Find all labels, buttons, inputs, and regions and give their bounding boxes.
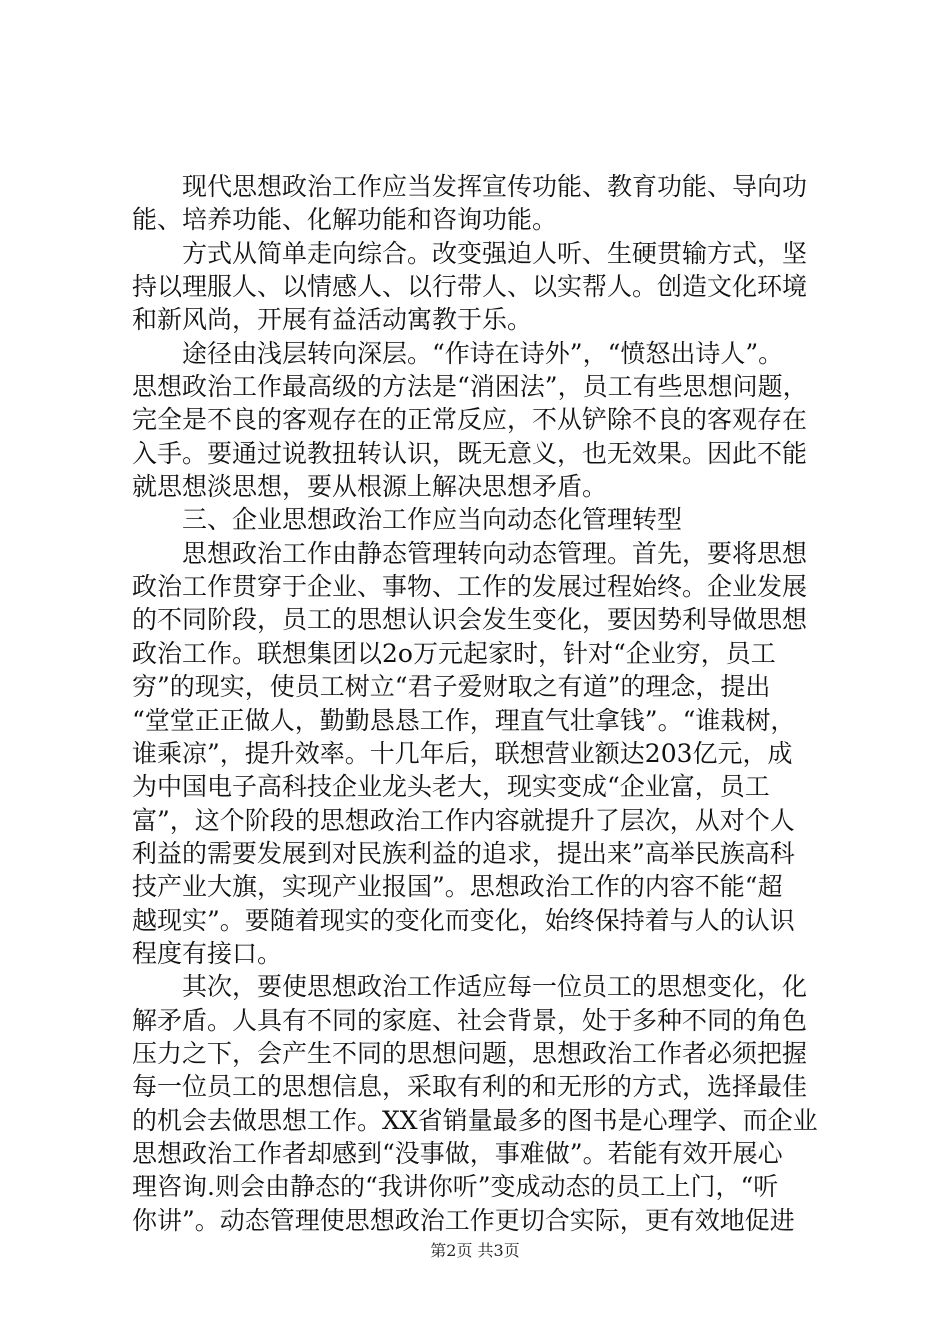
text-line: 方式从简单走向综合。改变强迫人听、生硬贯输方式，坚 [182, 238, 808, 268]
text-line: 思想政治工作最高级的方法是“消困法”，员工有些思想问题， [132, 372, 808, 402]
text-line: “堂堂正正做人，勤勤恳恳工作，理直气壮拿钱”。“谁栽树， [132, 705, 796, 735]
text-line: 每一位员工的思想信息，采取有利的和无形的方式，选择最佳 [132, 1072, 808, 1102]
text-line: 持以理服人、以情感人、以行带人、以实帮人。创造文化环境 [132, 272, 808, 302]
page-number-footer: 第2页 共3页 [430, 1241, 520, 1260]
text-line: 能、培养功能、化解功能和咨询功能。 [132, 205, 558, 235]
text-line: 压力之下，会产生不同的思想问题，思想政治工作者必须把握 [132, 1038, 808, 1068]
text-line: 的机会去做思想工作。XX省销量最多的图书是心理学、而企业 [132, 1105, 818, 1135]
text-line: 途径由浅层转向深层。“作诗在诗外”，“愤怒出诗人”。 [182, 338, 784, 368]
text-line: 其次，要使思想政治工作适应每一位员工的思想变化，化 [182, 972, 808, 1002]
text-line: 的不同阶段，员工的思想认识会发生变化，要因势利导做思想 [132, 605, 808, 635]
text-line: 入手。要通过说教扭转认识，既无意义，也无效果。因此不能 [132, 438, 808, 468]
text-line: 思想政治工作者却感到“没事做，事难做”。若能有效开展心 [132, 1138, 783, 1168]
text-line: 就思想淡思想，要从根源上解决思想矛盾。 [132, 472, 608, 502]
text-line: 现代思想政治工作应当发挥宣传功能、教育功能、导向功 [182, 172, 808, 201]
text-line: 理咨询.则会由静态的“我讲你听”变成动态的员工上门，“听 [132, 1172, 779, 1202]
text-line: 富”，这个阶段的思想政治工作内容就提升了层次，从对个人 [132, 805, 795, 835]
text-line: 程度有接口。 [132, 938, 283, 968]
text-line: 完全是不良的客观存在的正常反应，不从铲除不良的客观存在 [132, 405, 808, 435]
text-line: 和新风尚，开展有益活动寓教于乐。 [132, 305, 533, 335]
text-line: 越现实”。要随着现实的变化而变化，始终保持着与人的认识 [132, 905, 795, 935]
text-line: 利益的需要发展到对民族利益的追求，提出来”高举民族高科 [132, 838, 795, 868]
text-line: 政治工作。联想集团以2o万元起家时，针对“企业穷，员工 [132, 638, 776, 668]
body-text [132, 170, 832, 1237]
text-line: 技产业大旗，实现产业报国”。思想政治工作的内容不能“超 [132, 872, 783, 902]
text-line: 思想政治工作由静态管理转向动态管理。首先，要将思想 [182, 538, 808, 568]
section-heading: 三、企业思想政治工作应当向动态化管理转型 [182, 505, 683, 535]
text-line: 政治工作贯穿于企业、事物、工作的发展过程始终。企业发展 [132, 572, 808, 602]
text-line: 解矛盾。人具有不同的家庭、社会背景，处于多种不同的角色 [132, 1005, 808, 1035]
text-line: 穷”的现实，使员工树立“君子爱财取之有道”的理念，提出 [132, 672, 771, 702]
text-line: 为中国电子高科技企业龙头老大，现实变成“企业富，员工 [132, 772, 770, 802]
text-line: 你讲”。动态管理使思想政治工作更切合实际，更有效地促进 [132, 1205, 795, 1235]
text-line: 谁乘凉”，提升效率。十几年后，联想营业额达203亿元，成 [132, 738, 793, 768]
